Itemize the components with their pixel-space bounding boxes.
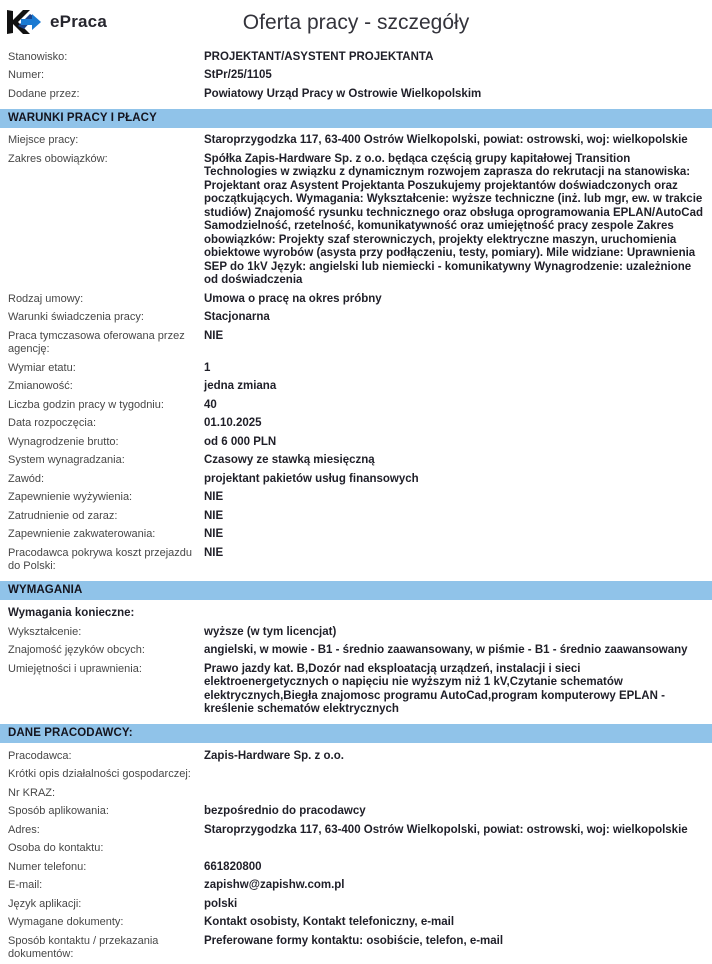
field-label: Liczba godzin pracy w tygodniu: [8,398,164,411]
field-row [0,526,712,545]
page-title: Oferta pracy - szczegóły [242,11,470,34]
field-value: 1 [204,361,211,374]
field-value: NIE [204,509,224,522]
field-row [0,821,712,840]
epraca-logo-icon [7,7,43,37]
field-value: 01.10.2025 [204,417,262,429]
field-label: Zawód: [8,472,45,485]
field-label: Dodane przez: [8,87,80,100]
field-row [0,48,712,67]
field-value: od 6 000 PLN [204,435,277,448]
field-row [0,858,712,877]
field-row [0,359,712,378]
field-value: Spółka Zapis-Hardware Sp. z o.o. będąca częścią grupy kapitałowej Transition Technologies w związku z dynamicznym rozwojem zaprasza do rekrutacji na stanowiska: Projektant oraz Asystent Projektanta Poszukujemy projektantów doświadczonych oraz początkujących. Wymagania: Wykształcenie: wyższe techniczne (inż. lub mgr, ew. w trakcie studiów) Znajomość rysunku technicznego oraz obsługa oprogramowania EPLAN/AutoCad Samodzielność, rzetelność, komunikatywność oraz umiejętność pracy zespole Zakres obowiązków: Projekty szaf sterowniczych, projekty elektryczne maszyn, uruchomienia obiektowe wyrobów (asysta przy podłączeniu, testy, pomiary). Mile widziane: Uprawnienia SEP do 1kV Język: angielski lub niemiecki - komunikatywny Wynagrodzenie: uzależnione od doświadczenia [204,152,704,286]
field-row [0,433,712,452]
field-value: NIE [204,329,224,342]
field-label: Pracodawca pokrywa koszt przejazdu do Polski: [8,546,193,572]
field-value: projektant pakietów usług finansowych [204,472,419,485]
field-row [0,290,712,309]
offer-content [0,44,712,964]
field-row [0,396,712,415]
field-row [0,747,712,766]
field-label: Data rozpoczęcia: [8,417,97,429]
field-row [0,895,712,914]
field-value: angielski, w mowie - B1 - średnio zaawansowany, w piśmie - B1 - średnio zaawansowany [204,644,688,656]
page-header [0,0,712,44]
field-row [0,67,712,86]
field-row [0,932,712,964]
epraca-logo[interactable] [7,7,107,37]
field-label: Rodzaj umowy: [8,292,84,305]
field-value: Zapis-Hardware Sp. z o.o. [204,749,344,762]
field-label: Stanowisko: [8,50,68,63]
field-row [0,544,712,576]
field-row [0,415,712,434]
field-label: Osoba do kontaktu: [8,842,104,854]
field-label: E-mail: [8,879,43,891]
field-value: PROJEKTANT/ASYSTENT PROJEKTANTA [204,50,434,63]
field-value: Powiatowy Urząd Pracy w Ostrowie Wielkopolskim [204,87,482,100]
field-value: Umowa o pracę na okres próbny [204,292,382,305]
field-value: NIE [204,528,224,540]
field-label: Krótki opis działalności gospodarczej: [8,768,191,780]
field-label: Zakres obowiązków: [8,152,108,165]
field-row [0,489,712,508]
field-label: Wymagane dokumenty: [8,916,124,928]
section-subheading: Wymagania konieczne: [8,607,135,619]
field-row [0,85,712,104]
field-label: Zatrudnienie od zaraz: [8,509,118,522]
field-row [0,309,712,328]
field-value: Stacjonarna [204,311,270,323]
field-value: NIE [204,546,224,559]
field-value: 40 [204,398,217,411]
field-row [0,507,712,526]
field-label: Zapewnienie zakwaterowania: [8,528,156,540]
field-row [0,470,712,489]
field-label: Numer telefonu: [8,860,87,873]
field-value: Staroprzygodzka 117, 63-400 Ostrów Wielkopolski, powiat: ostrowski, woj: wielkopolskie [204,134,688,146]
field-label: Nr KRAZ: [8,786,56,799]
field-label: Miejsce pracy: [8,134,79,146]
section-header: DANE PRACODAWCY: [0,724,712,743]
field-label: Wykształcenie: [8,625,82,638]
field-label: Sposób aplikowania: [8,805,109,817]
field-label: Numer: [8,69,45,81]
field-value: wyższe (w tym licencjat) [204,625,337,638]
field-value: zapishw@zapishw.com.pl [204,879,345,891]
field-value: jedna zmiana [204,380,277,392]
field-label: Warunki świadczenia pracy: [8,311,144,323]
field-row [0,642,712,661]
field-value: Staroprzygodzka 117, 63-400 Ostrów Wielkopolski, powiat: ostrowski, woj: wielkopolskie [204,823,688,836]
field-value: polski [204,897,238,910]
field-row [0,452,712,471]
field-row [0,623,712,642]
field-row [0,840,712,859]
field-label: Umiejętności i uprawnienia: [8,662,142,675]
epraca-logo-text: ePraca [50,12,107,31]
field-row [0,784,712,803]
field-label: Język aplikacji: [8,897,82,910]
field-row [0,327,712,359]
field-row [0,803,712,822]
field-label: Zmianowość: [8,380,73,392]
field-value: Kontakt osobisty, Kontakt telefoniczny, e-mail [204,916,455,928]
section-header: WARUNKI PRACY I PŁACY [0,109,712,128]
field-value: Prawo jazdy kat. B,Dozór nad eksploatacją urządzeń, instalacji i sieci elektroenergetycznych o napięciu nie wyższym niż 1 kV,Czytanie schematów elektrycznych,Biegła znajomosc programu AutoCad,program komputerowy EPLAN - kreślenie schematów elektrycznych [204,662,665,715]
field-value: 661820800 [204,860,262,873]
field-row [0,378,712,397]
field-label: System wynagradzania: [8,454,125,466]
field-row [0,766,712,785]
field-label: Znajomość języków obcych: [8,644,145,656]
field-row [0,660,712,719]
field-row [0,150,712,290]
field-row [0,877,712,896]
field-value: StPr/25/1105 [204,69,272,81]
field-label: Wymiar etatu: [8,361,76,374]
field-label: Wynagrodzenie brutto: [8,435,119,448]
field-value: bezpośrednio do pracodawcy [204,805,366,817]
field-label: Pracodawca: [8,749,72,762]
field-row [0,914,712,933]
section-header: WYMAGANIA [0,581,712,600]
field-label: Zapewnienie wyżywienia: [8,491,133,503]
field-value: NIE [204,491,224,503]
field-row [0,132,712,151]
field-label: Sposób kontaktu / przekazania dokumentów: [8,934,159,960]
field-label: Adres: [8,823,40,836]
field-value: Preferowane formy kontaktu: osobiście, telefon, e-mail [204,934,504,947]
field-value: Czasowy ze stawką miesięczną [204,454,375,466]
field-label: Praca tymczasowa oferowana przez agencję: [8,329,185,355]
